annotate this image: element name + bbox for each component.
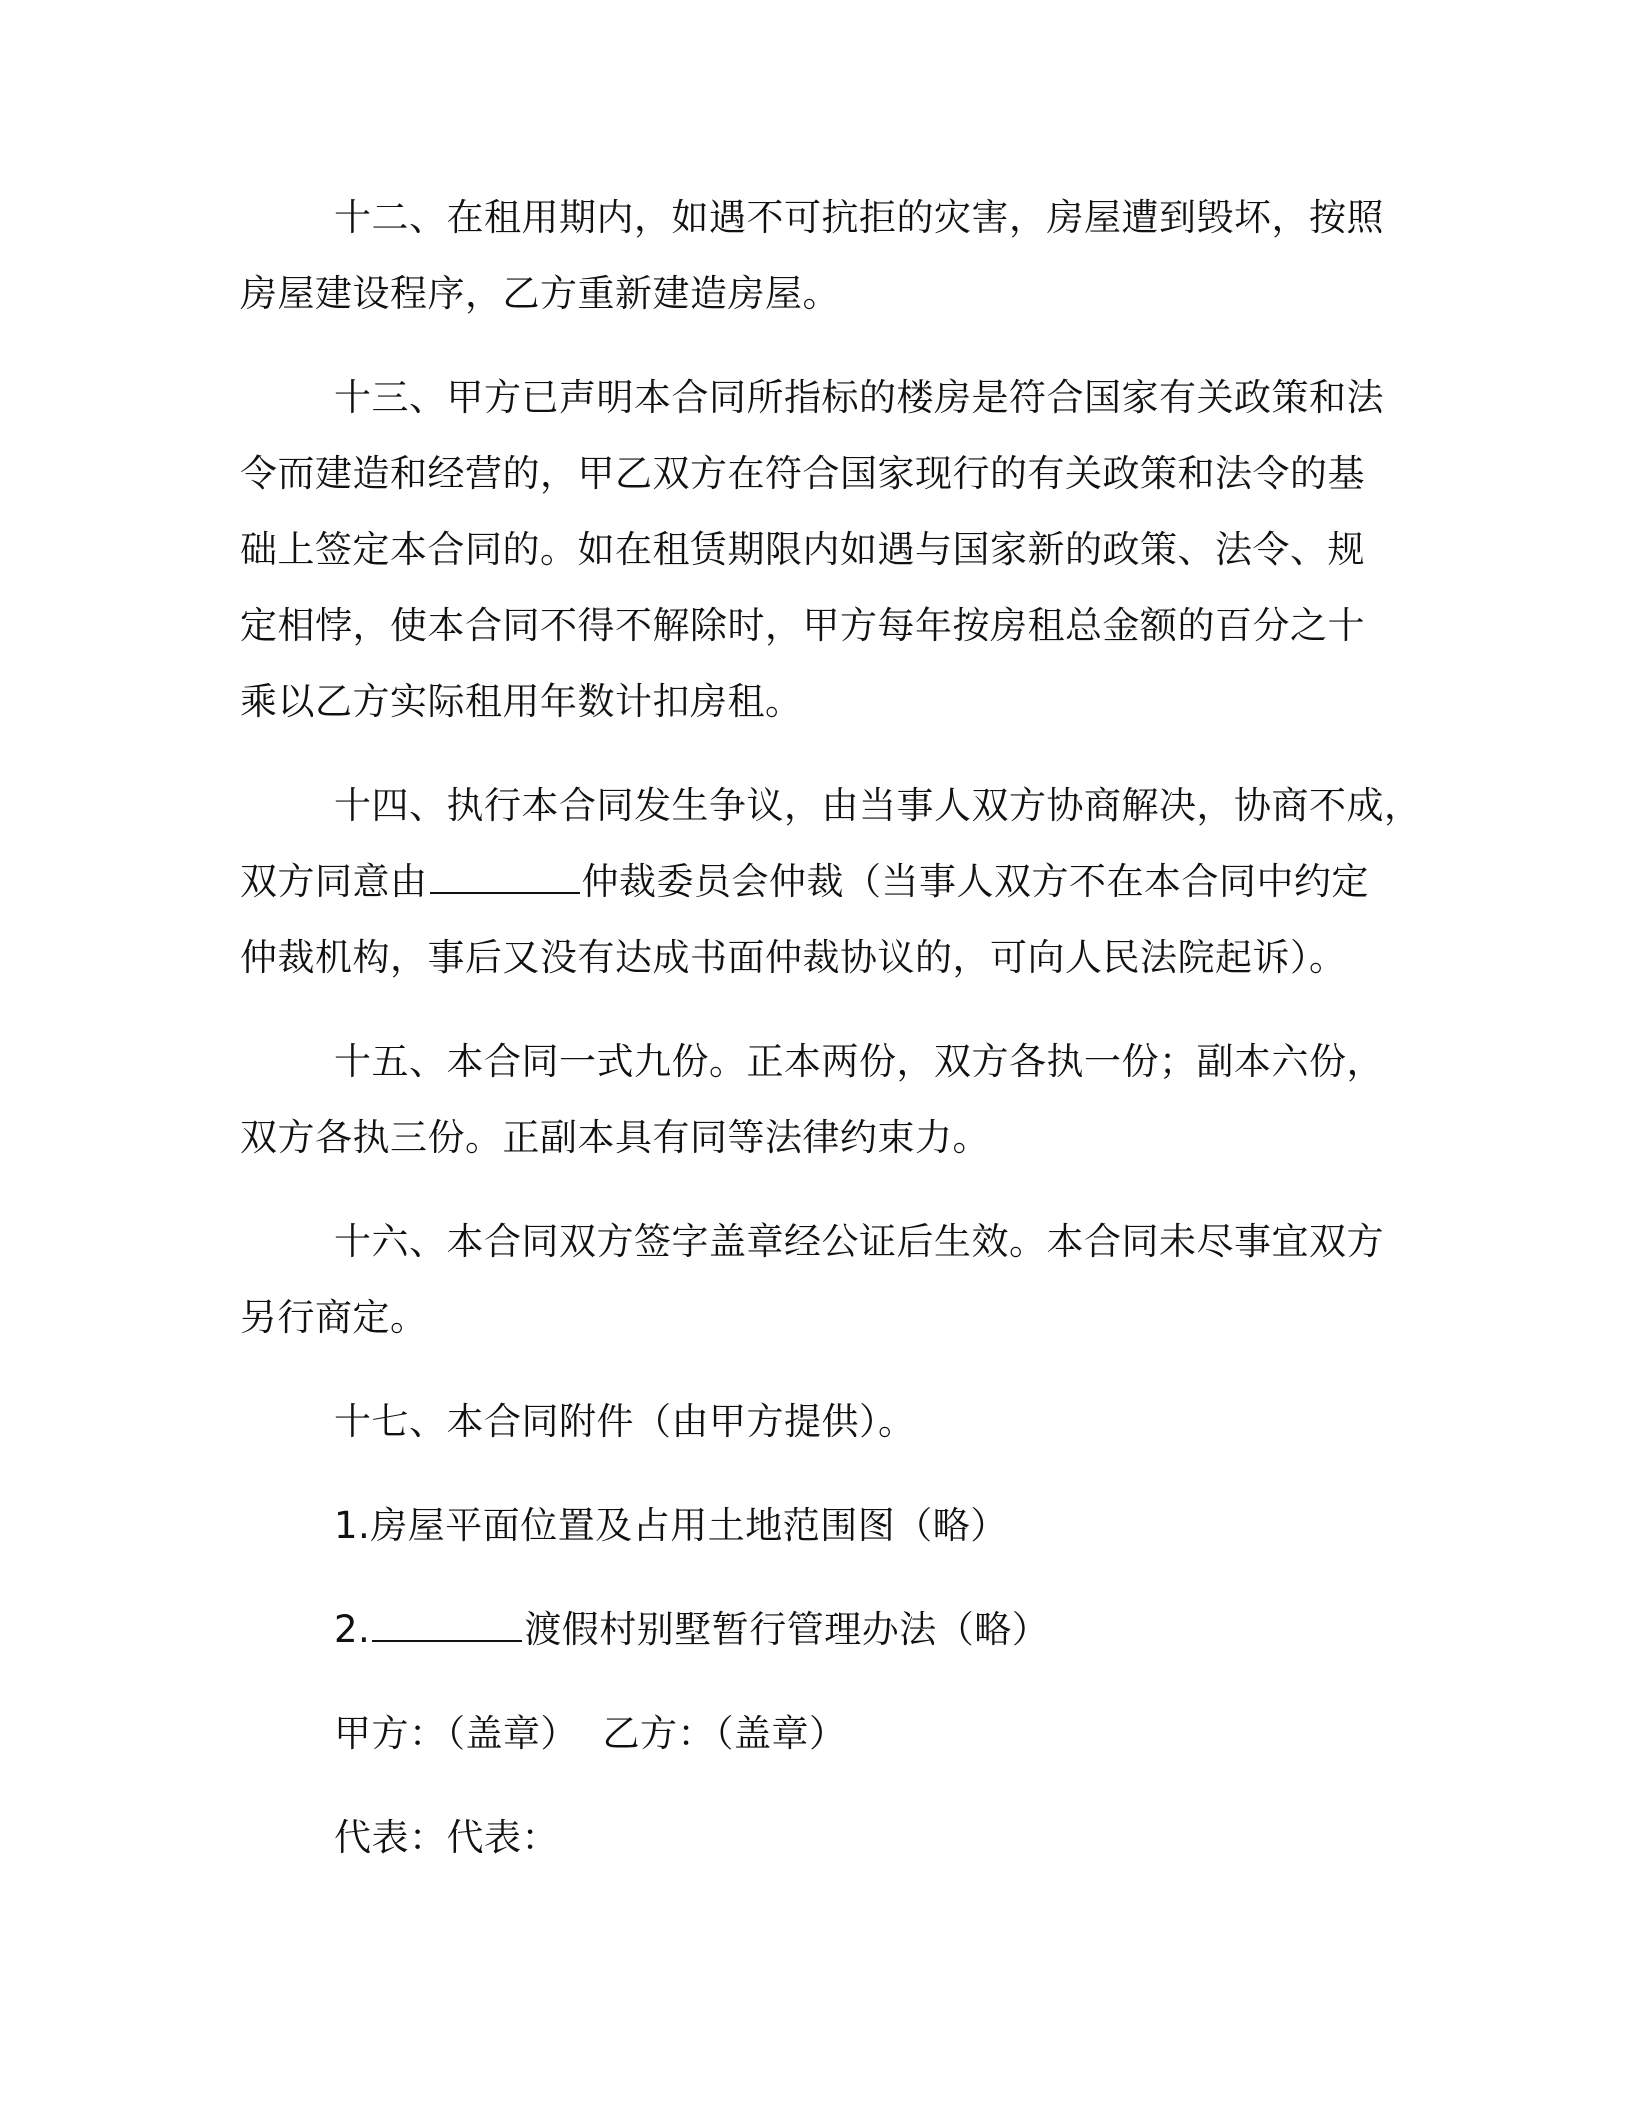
clause-14-line-3: 仲裁机构，事后又没有达成书面仲裁协议的，可向人民法院起诉）。 xyxy=(240,936,1347,979)
attachment-2-number: 2. xyxy=(334,1608,371,1651)
party-seal-line: 甲方：（盖章） 乙方：（盖章） xyxy=(334,1712,847,1755)
resort-name-blank xyxy=(372,1610,522,1642)
clause-13-line-1: 十三、甲方已声明本合同所指标的楼房是符合国家有关政策和法 xyxy=(334,376,1384,419)
clause-16-line-1: 十六、本合同双方签字盖章经公证后生效。本合同未尽事宜双方 xyxy=(334,1220,1384,1263)
clause-14-text-before-blank: 双方同意由 xyxy=(240,860,428,903)
clause-17-line-1: 十七、本合同附件（由甲方提供）。 xyxy=(334,1400,916,1443)
clause-13-line-3: 础上签定本合同的。如在租赁期限内如遇与国家新的政策、法令、规 xyxy=(240,528,1365,571)
attachment-2-text: 渡假村别墅暂行管理办法（略） xyxy=(524,1608,1050,1651)
clause-13-line-2: 令而建造和经营的，甲乙双方在符合国家现行的有关政策和法令的基 xyxy=(240,452,1365,495)
representative-line: 代表：代表： xyxy=(334,1816,559,1859)
clause-12-line-1: 十二、在租用期内，如遇不可抗拒的灾害，房屋遭到毁坏，按照 xyxy=(334,196,1384,239)
clause-15-line-2: 双方各执三份。正副本具有同等法律约束力。 xyxy=(240,1116,990,1159)
attachment-1: 1.房屋平面位置及占用土地范围图（略） xyxy=(334,1504,1008,1547)
clause-14-line-1: 十四、执行本合同发生争议，由当事人双方协商解决，协商不成， xyxy=(334,784,1422,827)
clause-12-line-2: 房屋建设程序，乙方重新建造房屋。 xyxy=(240,272,840,315)
clause-14-text-after-blank: 仲裁委员会仲裁（当事人双方不在本合同中约定 xyxy=(581,860,1369,903)
attachment-2 xyxy=(334,1602,1049,1658)
arbitration-commission-blank xyxy=(430,862,580,894)
clause-15-line-1: 十五、本合同一式九份。正本两份，双方各执一份；副本六份， xyxy=(334,1040,1384,1083)
clause-14-line-2 xyxy=(240,854,1369,910)
clause-13-line-5: 乘以乙方实际租用年数计扣房租。 xyxy=(240,680,803,723)
clause-16-line-2: 另行商定。 xyxy=(240,1296,428,1339)
clause-13-line-4: 定相悖，使本合同不得不解除时，甲方每年按房租总金额的百分之十 xyxy=(240,604,1365,647)
